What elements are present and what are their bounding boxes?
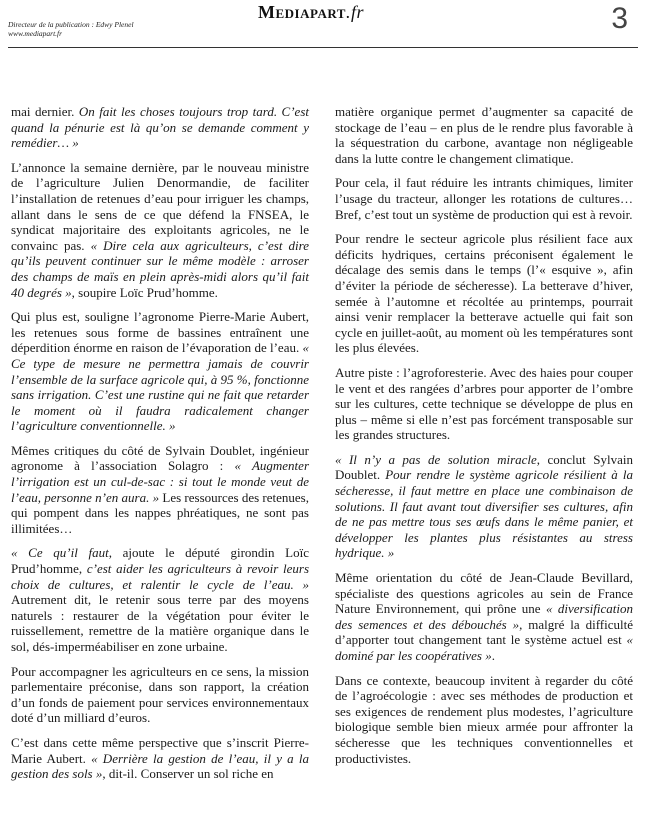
paragraph: Même orientation du côté de Jean-Claude Bevillard, spécialiste des questions agricoles au sein de France Nature Environnement, qui prône une « diversification des semences et des débouchés », malgré la difficulté d’apporter tout changement tant le système actuel est « dominé par les coopératives ». [335,570,634,663]
paragraph: « Il n’y a pas de solution miracle, conclut Sylvain Doublet. Pour rendre le système agricole résilient à la sécheresse, il faut mettre en place une combinaison de solutions. Il faut avant tout diversifier ses cultures, afin de ne pas mettre tous ses œufs dans le même panier, et développer les plantes plus résistantes au stress hydrique. » [335,451,633,561]
paragraph: Dans ce contexte, beaucoup invitent à regarder du côté de l’agroécologie : avec ses méthodes de production et ses exigences de rendement plus modestes, l’agriculture biologique semble bien mieux armée pour affronter la sécheresse que les techniques conventionnelles et productivistes. [335,672,633,766]
paragraph: mai dernier. On fait les choses toujours trop tard. C’est quand la pénurie est là qu’on se demande comment y remédier… » [11,104,309,151]
brand-extension: .fr [345,2,364,22]
paragraph: L’annonce la semaine dernière, par le nouveau ministre de l’agriculture Julien Denormandie, de faciliter l’installation de retenues d’eau pour irriguer les champs, allant dans le sens de ce que défend la FNSEA, le syndicat majoritaire des exploitants agricoles, ne le convainc pas. « Dire cela aux agriculteurs, c’est dire qu’ils peuvent continuer sur le même modèle : arroser des champs de maïs en plein après-midi alors qu’il fait 40 degrés », soupire Loïc Prud’homme. [11,159,309,300]
left-column [11,104,309,791]
paragraph: Autre piste : l’agroforesterie. Avec des haies pour couper le vent et des rangées d’arbres pour apporter de l’ombre sur les cultures, cette technique se développe de plus en plus – même si elle n’est pas forcément transposable sur les grandes structures. [335,364,633,443]
paragraph: Qui plus est, souligne l’agronome Pierre-Marie Aubert, les retenues sous forme de bassines entraînent une déperdition énorme en raison de l’évaporation de l’eau. « Ce type de mesure ne permettra jamais de couvrir l’ensemble de la surface agricole qui, à 95 %, fonctionne sans irrigation. C’est une rustine qui ne fait que retarder le moment où il faudra radicalement changer l’agriculture conventionnelle. » [11,309,309,434]
paragraph: Mêmes critiques du côté de Sylvain Doublet, ingénieur agronome à l’association Solagro : « Augmenter l’irrigation est un cul-de-sac : si tout le monde veut de l’eau, personne n’en aura. » Les ressources des retenues, qui pompent dans les nappes phréatiques, ne sont pas illimitées… [11,442,310,536]
paragraph: Pour accompagner les agriculteurs en ce sens, la mission parlementaire préconise, dans son rapport, la création d’un fonds de paiement pour services environnementaux doté d’un milliard d’euros. [11,663,309,726]
right-column [335,104,633,775]
paragraph: Pour cela, il faut réduire les intrants chimiques, limiter l’usage du tracteur, allonger les rotations de cultures… Bref, c’est tout un système de production qui est à revoir. [335,175,633,222]
paragraph: matière organique permet d’augmenter sa capacité de stockage de l’eau – en plus de le rendre plus favorable à la séquestration du carbone, avantage non négligeable dans la lutte contre le changement climatique. [335,104,633,166]
website-line: www.mediapart.fr [8,29,63,38]
paragraph: Pour rendre le secteur agricole plus résilient face aux déficits hydriques, certains préconisent également le décalage des semis dans le temps (l’« esquive », afin d’éviter la période de sécheresse). La betterave d’hiver, semée à l’automne et récoltée au printemps, pourrait ainsi venir remplacer la betterave actuelle qui fait son cycle en juillet-août, au moment où les températures sont les plus élevées. [335,231,633,356]
paragraph: « Ce qu’il faut, ajoute le député girondin Loïc Prud’homme, c’est aider les agriculteurs à revoir leurs choix de cultures, et ralentir le cycle de l’eau. » Autrement dit, le retenir sous terre par des moyens naturels : restaurer de la végétation pour éviter le ruissellement, remettre de la matière organique dans le sol, dés-imperméabiliser en zone urbaine. [11,545,310,654]
paragraph: C’est dans cette même perspective que s’inscrit Pierre-Marie Aubert. « Derrière la gestion de l’eau, il y a la gestion des sols », dit-il. Conserver un sol riche en [11,734,309,782]
director-line: Directeur de la publication : Edwy Plenel [8,20,134,29]
page-number: 3 [611,2,628,35]
header-divider [8,47,638,48]
publication-info [8,20,134,38]
brand-name: Mediapart [258,2,346,22]
page-header [0,0,646,48]
brand-logo [258,2,364,23]
